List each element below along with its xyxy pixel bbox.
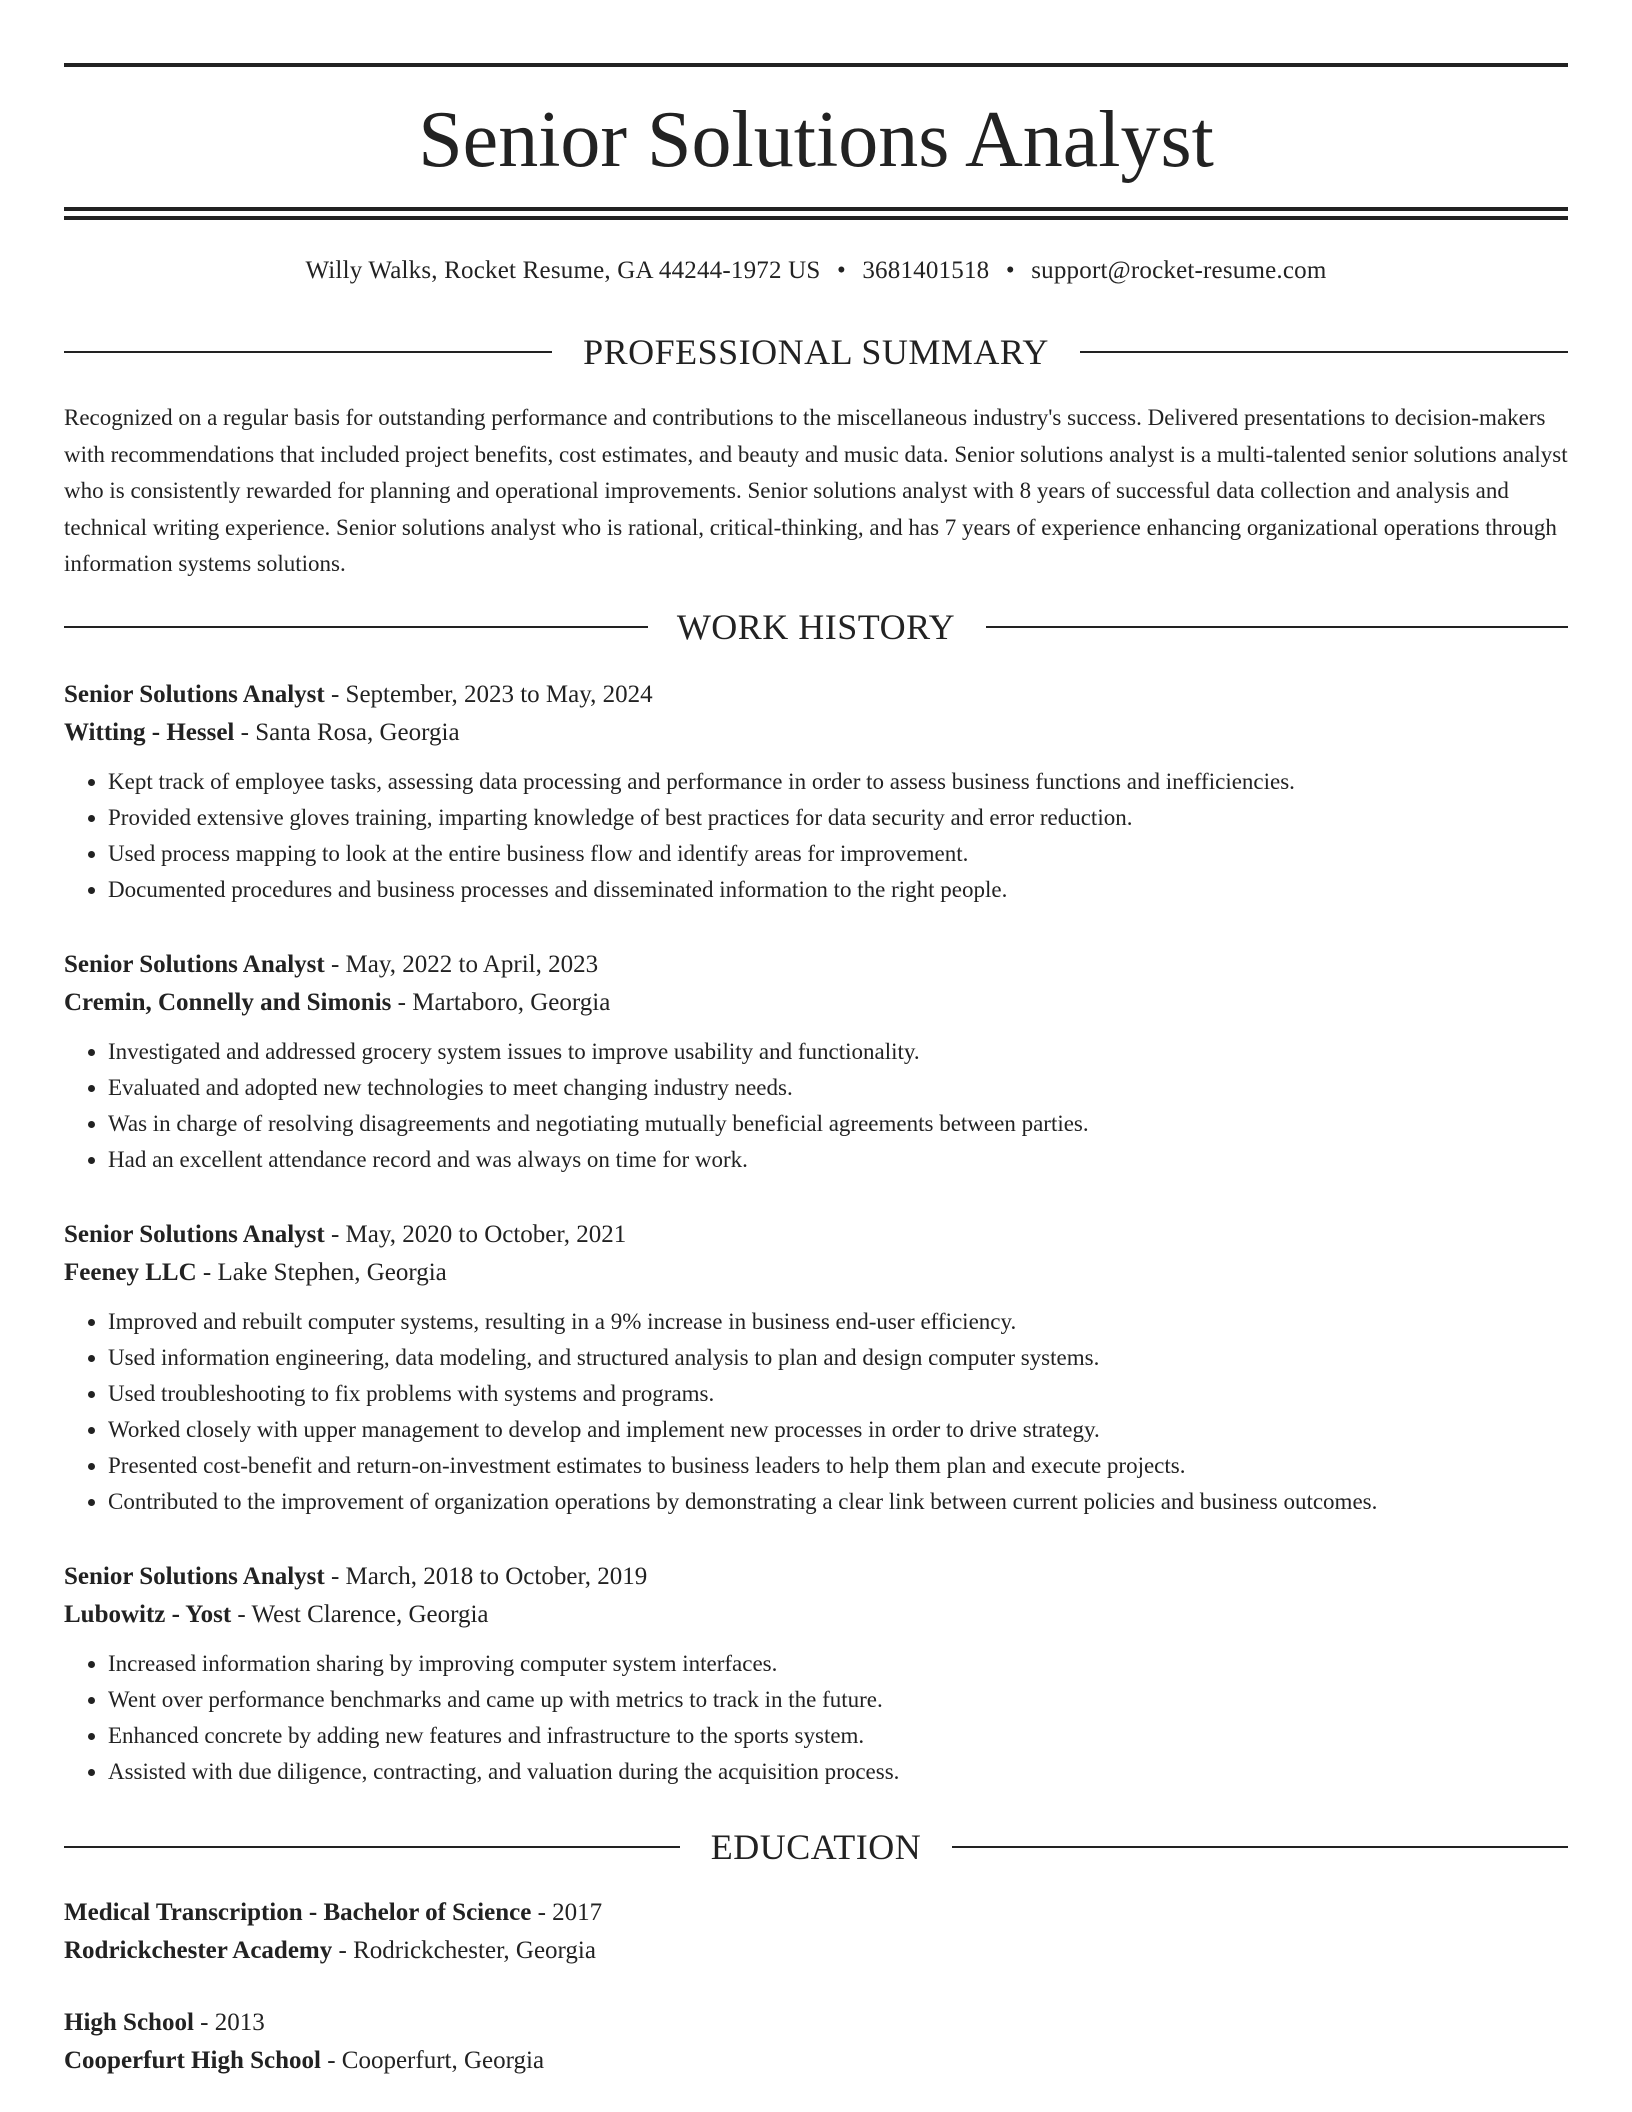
education-school: Rodrickchester Academy: [64, 1937, 333, 1964]
job-title-line: [64, 676, 1568, 714]
education-degree-line: [64, 2004, 1568, 2042]
job-title-line: [64, 1558, 1568, 1596]
page-title: Senior Solutions Analyst: [418, 96, 1214, 184]
section-title: WORK HISTORY: [676, 607, 956, 647]
job-bullet: • Used information engineering, data modeling, and structured analysis to plan and design computer systems.: [108, 1340, 1568, 1376]
job-bullet: • Increased information sharing by improving computer system interfaces.: [108, 1646, 1568, 1682]
job-company-line: [64, 1254, 1568, 1292]
section-heading-education: [64, 1825, 1568, 1869]
job-bullet: • Kept track of employee tasks, assessing data processing and performance in order to assess business functions and inefficiencies.: [108, 764, 1568, 800]
job-company: Feeney LLC: [64, 1259, 197, 1286]
education-degree: High School: [64, 2009, 194, 2036]
job-bullet: • Used troubleshooting to fix problems with systems and programs.: [108, 1376, 1568, 1412]
job-title-line: [64, 1216, 1568, 1254]
job-bullet: • Enhanced concrete by adding new features and infrastructure to the sports system.: [108, 1718, 1568, 1754]
job-entry: [64, 1558, 1568, 1790]
section-title: EDUCATION: [710, 1827, 922, 1867]
job-entry: [64, 946, 1568, 1178]
job-bullet: • Documented procedures and business processes and disseminated information to the right people.: [108, 872, 1568, 908]
education-year: - 2017: [531, 1899, 603, 1926]
contact-email: support@rocket-resume.com: [1031, 257, 1327, 284]
job-bullets: [64, 1304, 1568, 1520]
job-bullets: [64, 764, 1568, 908]
job-bullet: • Was in charge of resolving disagreements and negotiating mutually beneficial agreements between parties.: [108, 1106, 1568, 1142]
education-entry: [64, 2004, 1568, 2080]
job-bullet: • Went over performance benchmarks and came up with metrics to track in the future.: [108, 1682, 1568, 1718]
job-dates: - May, 2022 to April, 2023: [324, 951, 599, 978]
job-company-line: [64, 1596, 1568, 1634]
job-bullets: [64, 1034, 1568, 1178]
section-title: PROFESSIONAL SUMMARY: [583, 332, 1049, 372]
job-dates: - September, 2023 to May, 2024: [324, 681, 653, 708]
education-entry: [64, 1894, 1568, 1970]
job-title: Senior Solutions Analyst: [64, 1563, 325, 1590]
education-location: - Rodrickchester, Georgia: [332, 1937, 596, 1964]
job-title: Senior Solutions Analyst: [64, 951, 325, 978]
job-bullet: • Worked closely with upper management to develop and implement new processes in order to drive strategy.: [108, 1412, 1568, 1448]
education-degree: Medical Transcription - Bachelor of Science: [64, 1899, 532, 1926]
job-bullet: • Improved and rebuilt computer systems, resulting in a 9% increase in business end-user efficiency.: [108, 1304, 1568, 1340]
header-top-rule: [64, 63, 1568, 67]
job-dates: - March, 2018 to October, 2019: [324, 1563, 648, 1590]
contact-line: [64, 253, 1568, 289]
job-title: Senior Solutions Analyst: [64, 1221, 325, 1248]
summary-text: Recognized on a regular basis for outstanding performance and contributions to the miscellaneous industry's success. Delivered presentations to decision-makers with recommendations that included project benefits, cost estimates, and beauty and music data. Senior solutions analyst is a multi-talented senior solutions analyst who is consistently rewarded for planning and operational improvements. Senior solutions analyst with 8 years of successful data collection and analysis and technical writing experience. Senior solutions analyst who is rational, critical-thinking, and has 7 years of experience enhancing organizational operations through information systems solutions.: [64, 405, 1568, 576]
header-bottom-rule-second: [64, 216, 1568, 220]
job-location: - Martaboro, Georgia: [391, 989, 611, 1016]
education-school: Cooperfurt High School: [64, 2047, 321, 2074]
contact-separator: •: [836, 257, 846, 284]
education-degree-line: [64, 1894, 1568, 1932]
job-bullet: • Assisted with due diligence, contracting, and valuation during the acquisition process.: [108, 1754, 1568, 1790]
job-title: Senior Solutions Analyst: [64, 681, 325, 708]
contact-phone: 3681401518: [862, 257, 990, 284]
job-company-line: [64, 984, 1568, 1022]
contact-address: Willy Walks, Rocket Resume, GA 44244-1972 US: [305, 257, 821, 284]
job-company: Lubowitz - Yost: [64, 1601, 232, 1628]
section-heading-work: [64, 605, 1568, 649]
job-location: - Lake Stephen, Georgia: [196, 1259, 447, 1286]
education-year: - 2013: [193, 2009, 265, 2036]
job-bullet: • Used process mapping to look at the entire business flow and identify areas for improvement.: [108, 836, 1568, 872]
job-company: Cremin, Connelly and Simonis: [64, 989, 392, 1016]
job-title-line: [64, 946, 1568, 984]
job-entry: [64, 1216, 1568, 1520]
job-bullet: • Contributed to the improvement of organization operations by demonstrating a clear link between current policies and business outcomes.: [108, 1484, 1568, 1520]
job-bullet: • Investigated and addressed grocery system issues to improve usability and functionality.: [108, 1034, 1568, 1070]
education-school-line: [64, 1932, 1568, 1970]
job-location: - West Clarence, Georgia: [231, 1601, 489, 1628]
section-heading-summary: [64, 330, 1568, 374]
education-location: - Cooperfurt, Georgia: [320, 2047, 545, 2074]
job-bullet: • Had an excellent attendance record and was always on time for work.: [108, 1142, 1568, 1178]
job-dates: - May, 2020 to October, 2021: [324, 1221, 627, 1248]
job-location: - Santa Rosa, Georgia: [234, 719, 460, 746]
education-school-line: [64, 2042, 1568, 2080]
job-company-line: [64, 714, 1568, 752]
contact-separator: •: [1005, 257, 1015, 284]
job-company: Witting - Hessel: [64, 719, 235, 746]
job-bullet: • Provided extensive gloves training, imparting knowledge of best practices for data security and error reduction.: [108, 800, 1568, 836]
job-bullet: • Evaluated and adopted new technologies to meet changing industry needs.: [108, 1070, 1568, 1106]
job-bullet: • Presented cost-benefit and return-on-investment estimates to business leaders to help them plan and execute projects.: [108, 1448, 1568, 1484]
job-bullets: [64, 1646, 1568, 1790]
header-bottom-rule: [64, 207, 1568, 211]
job-entry: [64, 676, 1568, 908]
